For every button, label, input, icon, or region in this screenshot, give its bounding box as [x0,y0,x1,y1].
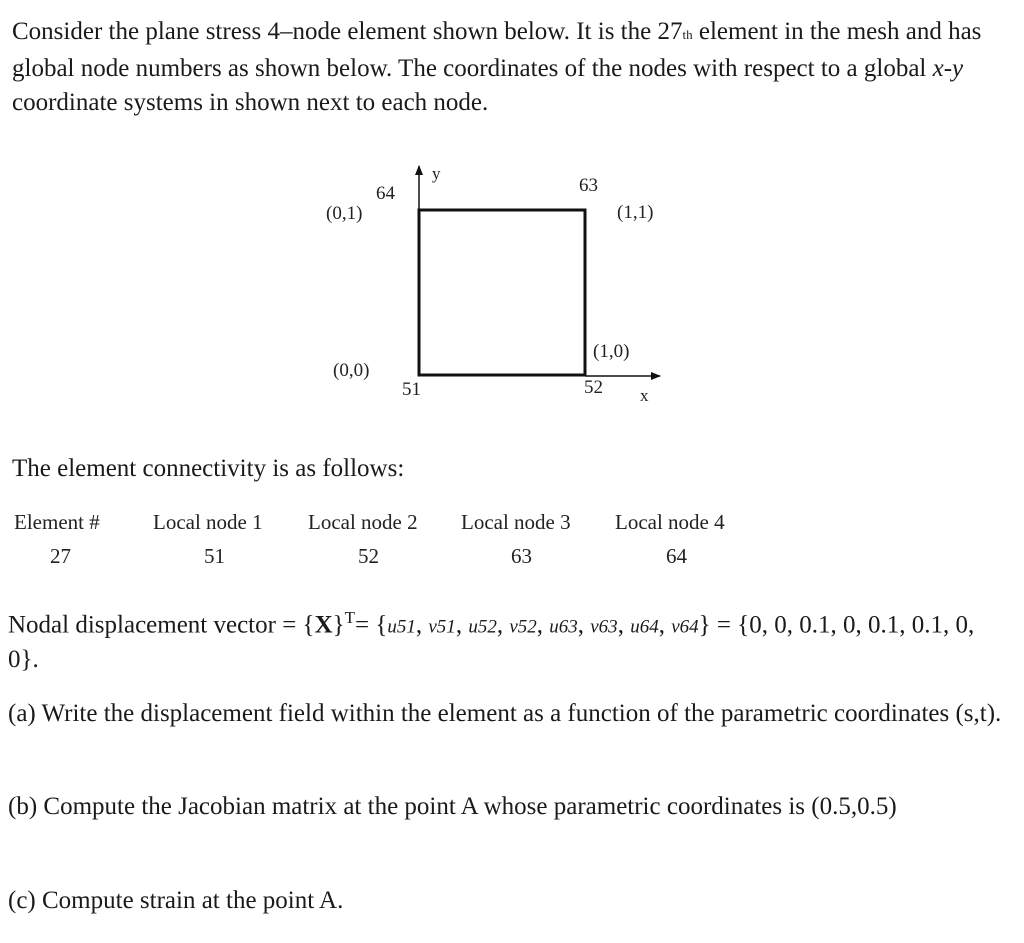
intro-text-1: Consider the plane stress 4–node element shown below. It is the 27 [12,18,683,45]
component-u52: u52 [468,616,497,638]
ordinal-suffix: th [682,27,693,42]
displacement-vector: Nodal displacement vector = $\{X\}^T= \{u51$, v51, u52, v52, u63, v63, u64, v64} = {0, 0, 0.1, 0, 0.1, 0.1, 0, 0}. [8,608,975,674]
component-v64: v64 [671,616,699,638]
table-cell-local-node-2: 52 [358,544,379,568]
table-header-element: Element # [14,510,100,534]
intro-text-3: coordinate systems in shown next to each node. [12,89,489,116]
component-v51: v51 [428,616,456,638]
vector-symbol: X [314,611,333,639]
element-square [419,210,585,375]
node-coord-52: (1,0) [593,341,630,362]
table-cell-local-node-3: 63 [511,544,532,568]
component-v52: v52 [509,616,537,638]
question-b: (b) Compute the Jacobian matrix at the point A whose parametric coordinates is (0.5,0.5) [8,793,897,820]
table-header-local-node-2: Local node 2 [308,510,418,534]
node-coord-63: (1,1) [617,202,654,223]
node-coord-51: (0,0) [333,360,370,381]
component-v63: v63 [590,616,618,638]
table-cell-element: 27 [50,544,71,568]
displacement-label: Nodal displacement vector = { [8,611,315,639]
intro-paragraph [12,15,1012,120]
question-c: (c) Compute strain at the point A. [8,887,344,914]
transpose-symbol: T [344,608,356,627]
node-coord-64: (0,1) [326,203,363,224]
table-header-local-node-1: Local node 1 [153,510,263,534]
node-number-64: 64 [376,183,395,204]
node-number-63: 63 [579,175,598,196]
table-cell-local-node-1: 51 [204,544,225,568]
intro-text-2: element in the mesh and has global node numbers as shown below. The coordinates of the nodes with respect to a global [12,18,982,82]
table-cell-local-node-4: 64 [666,544,687,568]
x-axis-label: x [640,386,649,405]
component-u51: u51 [387,616,416,638]
displacement-values: {0, 0, 0.1, 0, 0.1, 0.1, 0, 0}. [8,611,975,674]
node-number-51: 51 [402,379,421,400]
table-header-local-node-3: Local node 3 [461,510,571,534]
question-a: (a) Write the displacement field within the element as a function of the parametric coordinates (s,t). [8,700,1002,727]
y-axis-label: y [432,164,441,183]
component-u63: u63 [549,616,578,638]
component-u64: u64 [630,616,659,638]
connectivity-heading: The element connectivity is as follows: [12,455,405,482]
table-header-local-node-4: Local node 4 [615,510,725,534]
xy-label: x-y [932,55,964,82]
node-number-52: 52 [584,377,603,398]
